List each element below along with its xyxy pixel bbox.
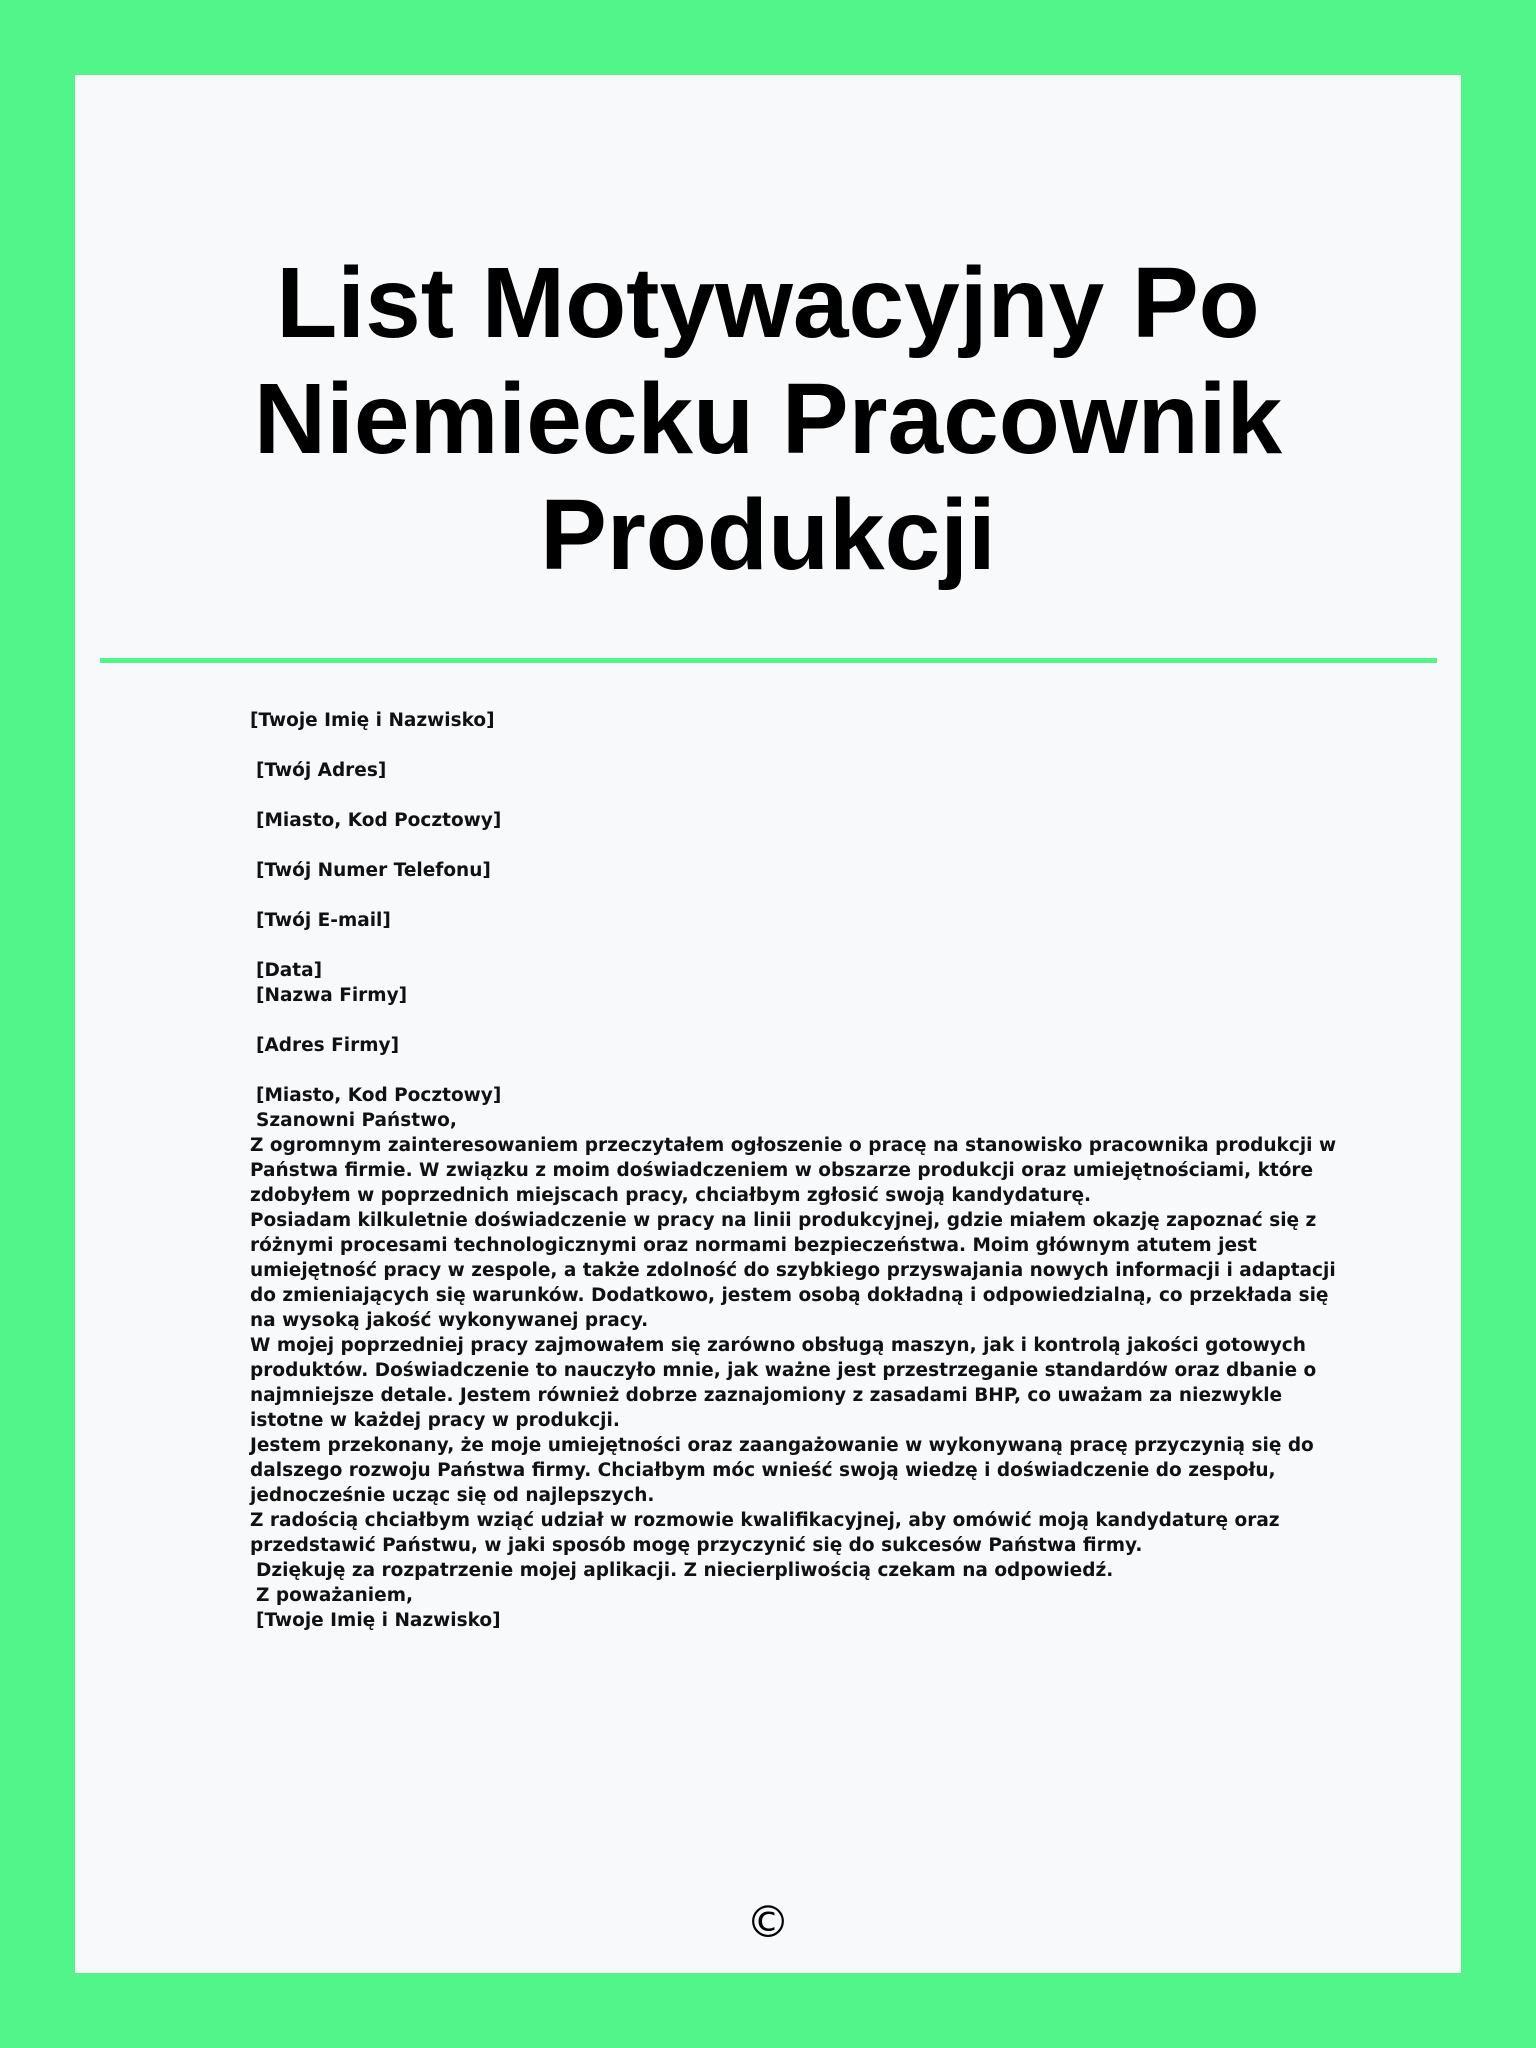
body-paragraph: W mojej poprzedniej pracy zajmowałem się zarówno obsługą maszyn, jak i kontrolą jakości gotowych produktów. Doświadczenie to nauczyło mnie, jak ważne jest przestrzeganie standardów oraz dbanie o najmniejsze detale. Jestem również dobrze zaznajomiony z zasadami BHP, co uważam za niezwykle istotne w każdej pracy w produkcji. (250, 1335, 1323, 1431)
letter-thanks: Dziękuję za rozpatrzenie mojej aplikacji. Z niecierpliwością czekam na odpowiedź. (256, 1560, 1114, 1581)
copyright-icon: © (746, 1897, 790, 1948)
document-page (75, 75, 1461, 1973)
body-paragraph: Posiadam kilkuletnie doświadczenie w pracy na linii produkcyjnej, gdzie miałem okazję zapoznać się z różnymi procesami technologicznymi oraz normami bezpieczeństwa. Moim głównym atutem jest umiejętność pracy w zespole, a także zdolność do szybkiego przyswajania nowych informacji i adaptacji do zmieniających się warunków. Dodatkowo, jestem osobą dokładną i odpowiedzialną, co przekłada się na wysoką jakość wykonywanej pracy. (250, 1210, 1343, 1331)
recipient-city: [Miasto, Kod Pocztowy] (256, 1085, 502, 1106)
sender-email: [Twój E-mail] (256, 910, 391, 931)
body-paragraph: Z ogromnym zainteresowaniem przeczytałem ogłoszenie o pracę na stanowisko pracownika produkcji w Państwa firmie. W związku z moim doświadczeniem w obszarze produkcji oraz umiejętnościami, które zdobyłem w poprzednich miejscach pracy, chciałbym zgłosić swoją kandydaturę. (250, 1135, 1343, 1206)
body-paragraph: Z radością chciałbym wziąć udział w rozmowie kwalifikacyjnej, aby omówić moją kandydaturę oraz przedstawić Państwu, w jaki sposób mogę przyczynić się do sukcesów Państwa firmy. (250, 1510, 1287, 1556)
body-paragraph: Jestem przekonany, że moje umiejętności oraz zaangażowanie w wykonywaną pracę przyczynią się do dalszego rozwoju Państwa firmy. Chciałbym móc wnieść swoją wiedzę i doświadczenie do zespołu, jednocześnie ucząc się od najlepszych. (250, 1435, 1321, 1506)
sender-city: [Miasto, Kod Pocztowy] (256, 810, 502, 831)
sender-address: [Twój Adres] (256, 760, 387, 781)
letter-closing: Z poważaniem, (256, 1585, 413, 1606)
recipient-company: [Nazwa Firmy] (256, 985, 408, 1006)
letter-signature: [Twoje Imię i Nazwisko] (256, 1610, 501, 1631)
sender-phone: [Twój Numer Telefonu] (256, 860, 491, 881)
letter-greeting: Szanowni Państwo, (256, 1110, 457, 1131)
title-divider (100, 658, 1437, 663)
letter-body (250, 708, 1360, 1633)
title-line: List Motywacyjny Po (276, 247, 1260, 359)
letter-date: [Data] (256, 960, 323, 981)
recipient-address: [Adres Firmy] (256, 1035, 400, 1056)
sender-name: [Twoje Imię i Nazwisko] (250, 710, 495, 731)
document-title (75, 245, 1461, 593)
title-line: Niemiecku Pracownik (253, 363, 1283, 475)
title-line: Produkcji (540, 479, 996, 591)
